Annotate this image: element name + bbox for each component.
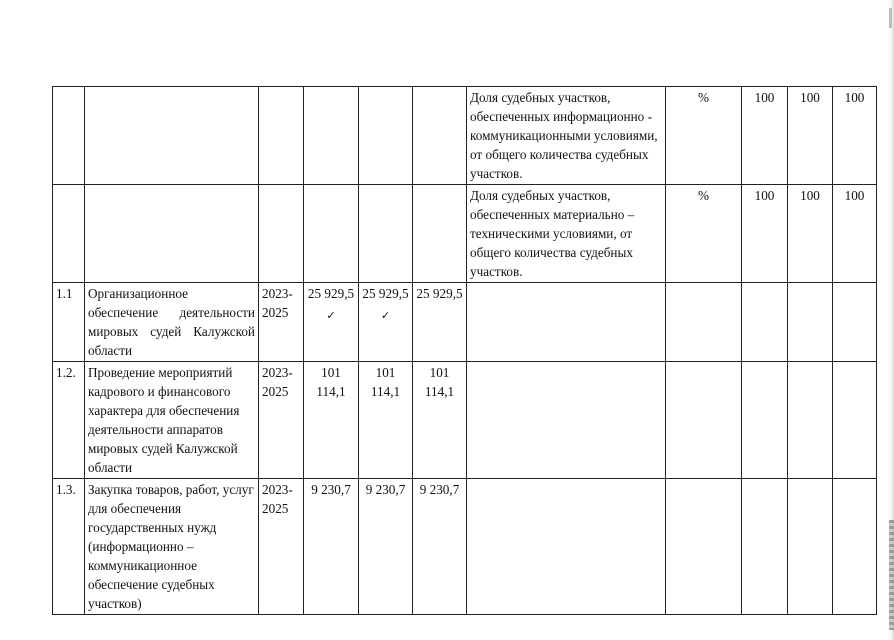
amount-2025: 101 114,1 [413, 362, 467, 479]
scan-mark [889, 8, 892, 28]
period [259, 87, 304, 185]
table-row [53, 362, 877, 479]
scan-edge-shadow [889, 520, 894, 630]
measure-name: Организационное обеспечение деятельности мировых судей Калужской области [85, 283, 259, 362]
unit [666, 283, 742, 362]
amount-2023 [304, 185, 359, 283]
amount-2024: 9 230,7 [359, 479, 413, 615]
unit: % [666, 87, 742, 185]
table-row [53, 283, 877, 362]
amount-2024: 25 929,5 [362, 286, 409, 301]
indicator-value-2023: 100 [742, 87, 788, 185]
indicator-value-2025 [833, 283, 877, 362]
table-row [53, 185, 877, 283]
check-mark-icon: ✓ [380, 310, 391, 322]
period: 2023-2025 [259, 479, 304, 615]
row-number [53, 185, 85, 283]
period: 2023-2025 [259, 362, 304, 479]
indicator-value-2023 [742, 283, 788, 362]
indicator-value-2024 [788, 362, 833, 479]
indicator-value-2025: 100 [833, 185, 877, 283]
measure-name [85, 185, 259, 283]
amount-2023: 25 929,5 [307, 286, 355, 301]
indicator-name [467, 479, 666, 615]
amount-2024 [359, 87, 413, 185]
row-number [53, 87, 85, 185]
indicator-value-2025 [833, 479, 877, 615]
amount-2023: 9 230,7 [304, 479, 359, 615]
unit [666, 362, 742, 479]
measure-name: Проведение мероприятий кадрового и финансового характера для обеспечения деятельности аппаратов мировых судей Калужской области [85, 362, 259, 479]
amount-2025: 9 230,7 [413, 479, 467, 615]
indicator-value-2024: 100 [788, 87, 833, 185]
measure-name [85, 87, 259, 185]
indicator-value-2024: 100 [788, 185, 833, 283]
indicator-name: Доля судебных участков, обеспеченных информационно - коммуникационными условиями, от общего количества судебных участков. [467, 87, 666, 185]
amount-2024 [359, 185, 413, 283]
amount-2024: 101 114,1 [359, 362, 413, 479]
indicator-name [467, 283, 666, 362]
period: 2023-2025 [259, 283, 304, 362]
program-table [52, 86, 877, 615]
row-number: 1.2. [53, 362, 85, 479]
indicator-name: Доля судебных участков, обеспеченных материально – техническими условиями, от общего количества судебных участков. [467, 185, 666, 283]
unit [666, 479, 742, 615]
amount-2025: 25 929,5 [413, 283, 467, 362]
period [259, 185, 304, 283]
indicator-value-2024 [788, 283, 833, 362]
indicator-value-2025 [833, 362, 877, 479]
amount-2023: 101 114,1 [304, 362, 359, 479]
indicator-name [467, 362, 666, 479]
amount-2025 [413, 185, 467, 283]
amount-2023 [304, 87, 359, 185]
indicator-value-2024 [788, 479, 833, 615]
table-row [53, 87, 877, 185]
amount-2024-cell [359, 283, 413, 362]
check-mark-icon: ✓ [326, 310, 336, 322]
table-row [53, 479, 877, 615]
indicator-value-2023 [742, 479, 788, 615]
indicator-value-2025: 100 [833, 87, 877, 185]
indicator-value-2023 [742, 362, 788, 479]
unit: % [666, 185, 742, 283]
row-number: 1.3. [53, 479, 85, 615]
amount-2025 [413, 87, 467, 185]
amount-2023-cell [304, 283, 359, 362]
measure-name: Закупка товаров, работ, услуг для обеспечения государственных нужд (информационно – коммуникационное обеспечение судебных участков) [85, 479, 259, 615]
row-number: 1.1 [53, 283, 85, 362]
indicator-value-2023: 100 [742, 185, 788, 283]
